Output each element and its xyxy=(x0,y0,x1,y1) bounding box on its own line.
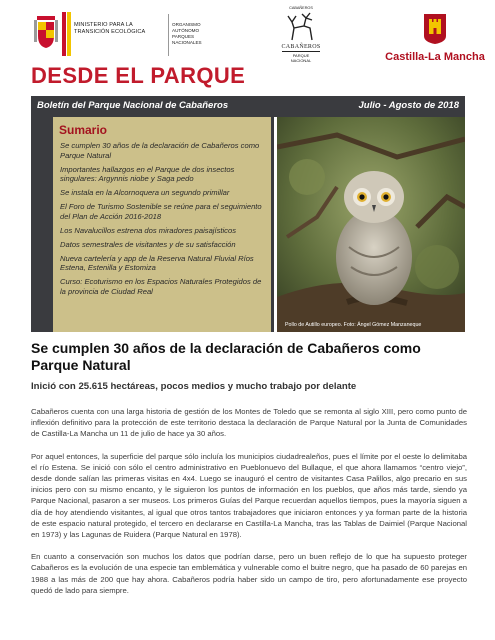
feature-block xyxy=(31,117,465,332)
bulletin-banner xyxy=(31,96,465,117)
summary-box xyxy=(31,117,274,332)
summary-title: Sumario xyxy=(59,123,108,137)
article-paragraph: Cabañeros cuenta con una larga historia de gestión de los Montes de Toledo que se remonta al siglo XIII, pero como punto de inflexión definitivo para la protección de este territorio destaca la declaración de Parque Natural por la Junta de Comunidades de Castilla-La Mancha un 11 de julio de hace ya 30 años. xyxy=(31,407,467,439)
article-headline: Se cumplen 30 años de la declaración de Cabañeros como Parque Natural xyxy=(31,340,421,373)
deer-icon xyxy=(284,10,318,44)
article-body xyxy=(31,406,467,607)
summary-item[interactable]: Nueva cartelería y app de la Reserva Natural Fluvial Ríos Estena, Estenilla y Estomiza xyxy=(60,253,254,273)
summary-item[interactable]: El Foro de Turismo Sostenible se reúne para el seguimiento del Plan de Acción 2016-2018 xyxy=(60,202,262,221)
article-deck: Inició con 25.615 hectáreas, pocos medios y mucho trabajo por delante xyxy=(31,381,357,392)
organism-name: ORGANISMO AUTÓNOMO PARQUES NACIONALES xyxy=(172,22,202,45)
region-name: Castilla-La Mancha xyxy=(385,51,485,63)
summary-accent-bar xyxy=(31,117,53,332)
summary-item[interactable]: Los Navalucillos estrena dos miradores paisajísticos xyxy=(60,225,237,235)
summary-item[interactable]: Datos semestrales de visitantes y de su satisfacción xyxy=(60,239,236,249)
summary-list xyxy=(60,141,268,301)
summary-item[interactable]: Curso: Ecoturismo en los Espacios Naturales Protegidos de la provincia de Ciudad Real xyxy=(60,277,262,296)
summary-item[interactable]: Se cumplen 30 años de la declaración de Cabañeros como Parque Natural xyxy=(60,141,260,160)
summary-item[interactable]: Se instala en la Alcornoquera un segundo primillar xyxy=(60,188,230,198)
photo-caption: Pollo de Autillo europeo. Foto: Ángel Gómez Manzaneque xyxy=(285,322,422,328)
article-paragraph: En cuanto a conservación son muchos los datos que podrían darse, pero un buen reflejo de lo que ha supuesto proteger Cabañeros es la evolución de una especie tan emblemática y vulnerable como el buitre negro, que ha pasado de 60 parejas en 1988 a las más de 200 que hay ahora. Cabañeros podría haber sido un campo de tiro, pero afortunadamente ese proyecto quedó de lado para siempre. xyxy=(31,552,467,595)
park-logo-name: CABAÑEROS xyxy=(281,44,321,50)
masthead-title: DESDE EL PARQUE xyxy=(31,63,246,88)
summary-item[interactable]: Importantes hallazgos en el Parque de dos insectos singulares: Argynnis niobe y Saga pedo xyxy=(60,164,235,184)
owl-photo xyxy=(277,117,465,332)
bulletin-date: Julio - Agosto de 2018 xyxy=(358,100,459,111)
article-paragraph: Por aquel entonces, la superficie del parque sólo incluía los municipios ciudadrealeños, pues el límite por el oeste lo delimitaba el río Estena. Se inició con sólo el centro administrativo en Pueblonuevo del Bullaque, el que ahora llamamos “centro viejo”, desde donde salían las primeras visitas en 4x4. Luego se inauguró el centro de visitantes Casa Palillos, algo precario en sus inicios pero con su mismo encanto, y le siguieron los puntos de información en los pueblos, que años más tarde, siendo ya Parque Nacional, pasaron a ser museos. Los primeros Guías del Parque recuerdan aquellos tiempos, pues la mayoría siguen a día de hoy atendiendo visitantes, al igual que otros tantos trabajadores que iniciaron entonces y ya forman parte de la historia de este espacio natural protegido, el tercero en declararse en Castilla-La Mancha, tras las Tablas de Daimiel (Parque Nacional en 1973) y las Lagunas de Ruidera (Parque Natural en 1978). xyxy=(31,451,467,540)
park-logo-sub: PARQUE NACIONAL xyxy=(282,51,320,63)
park-logo-top: CABAÑEROS xyxy=(289,6,313,10)
park-logo xyxy=(276,6,326,68)
ministry-logo xyxy=(34,12,209,60)
header-logos xyxy=(0,6,495,66)
bulletin-name: Boletín del Parque Nacional de Cabañeros xyxy=(37,100,229,111)
owl-chick-image xyxy=(277,117,465,332)
castilla-la-mancha-logo xyxy=(385,10,485,66)
ministry-name: MINISTERIO PARA LA TRANSICIÓN ECOLÓGICA xyxy=(74,22,146,35)
coat-of-arms-icon xyxy=(34,14,58,52)
castle-icon xyxy=(422,10,448,44)
